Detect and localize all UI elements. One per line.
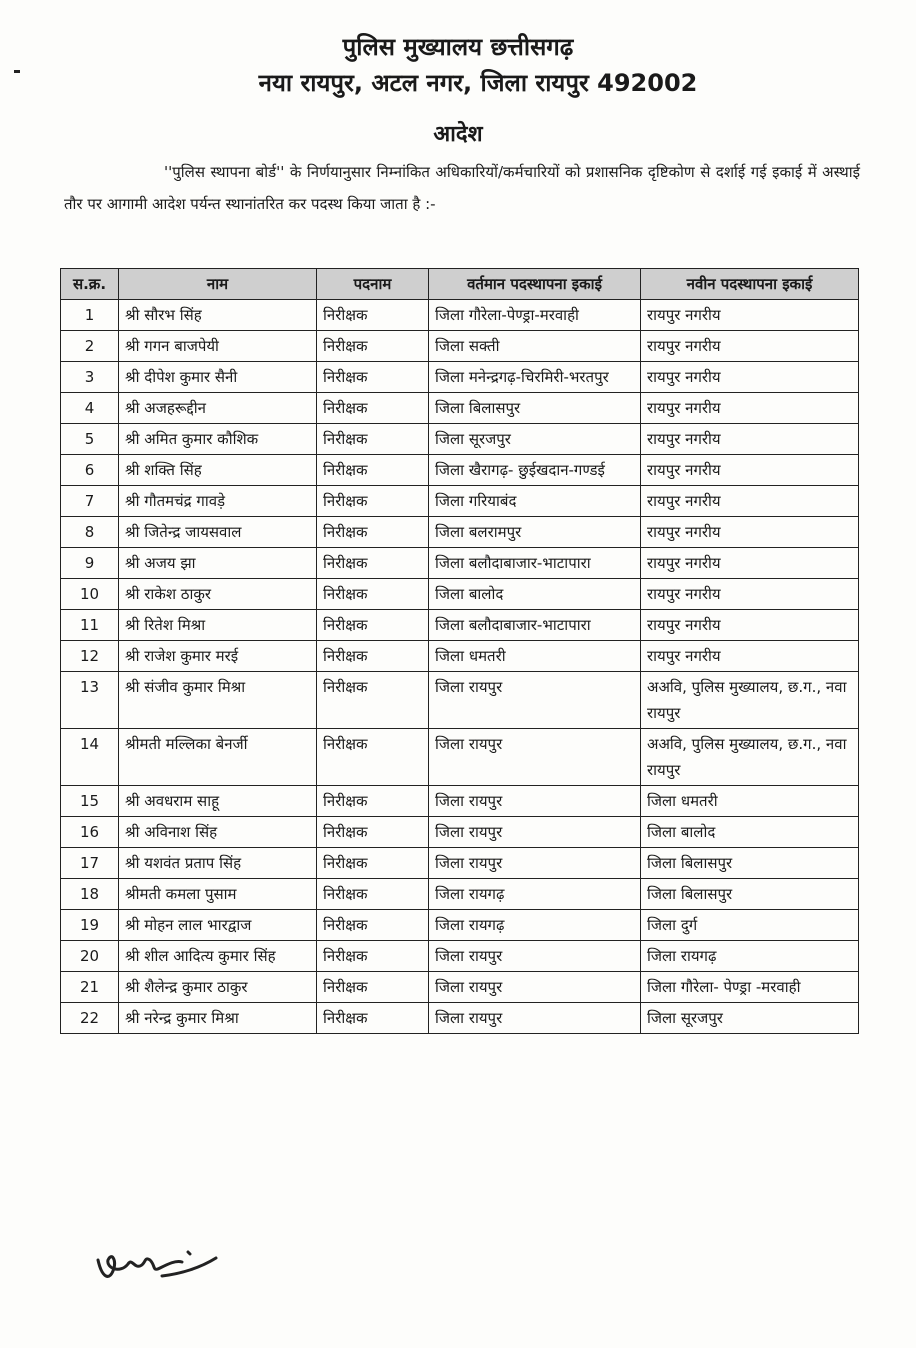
office-name: पुलिस मुख्यालय छत्तीसगढ़ [342, 33, 574, 61]
name-cell: श्री जितेन्द्र जायसवाल [119, 517, 317, 548]
current-unit-cell: जिला रायपुर [429, 941, 641, 972]
new-unit-cell: रायपुर नगरीय [641, 424, 859, 455]
current-unit-cell: जिला बिलासपुर [429, 393, 641, 424]
serial-cell: 21 [61, 972, 119, 1003]
table-row [61, 548, 859, 579]
current-unit-cell: जिला रायपुर [429, 1003, 641, 1034]
serial-cell: 10 [61, 579, 119, 610]
designation-cell: निरीक्षक [317, 424, 429, 455]
name-cell: श्री यशवंत प्रताप सिंह [119, 848, 317, 879]
current-unit-cell: जिला गौरेला-पेण्ड्रा-मरवाही [429, 300, 641, 331]
office-address: नया रायपुर, अटल नगर, जिला रायपुर 492002 [258, 69, 698, 97]
intro-paragraph [64, 156, 860, 220]
new-unit-cell: रायपुर नगरीय [641, 362, 859, 393]
designation-cell: निरीक्षक [317, 972, 429, 1003]
new-unit-cell: जिला बालोद [641, 817, 859, 848]
designation-cell: निरीक्षक [317, 848, 429, 879]
table-row [61, 517, 859, 548]
designation-cell: निरीक्षक [317, 455, 429, 486]
new-unit-cell: रायपुर नगरीय [641, 486, 859, 517]
table-header-row [61, 269, 859, 300]
current-unit-cell: जिला बलौदाबाजार-भाटापारा [429, 548, 641, 579]
designation-cell: निरीक्षक [317, 579, 429, 610]
current-unit-cell: जिला सक्ती [429, 331, 641, 362]
name-cell: श्री शैलेन्द्र कुमार ठाकुर [119, 972, 317, 1003]
name-cell: श्री गगन बाजपेयी [119, 331, 317, 362]
designation-cell: निरीक्षक [317, 610, 429, 641]
new-unit-cell: जिला बिलासपुर [641, 848, 859, 879]
header-designation: पदनाम [317, 269, 429, 300]
serial-cell: 12 [61, 641, 119, 672]
name-cell: श्री राकेश ठाकुर [119, 579, 317, 610]
name-cell: श्री रितेश मिश्रा [119, 610, 317, 641]
current-unit-cell: जिला रायपुर [429, 817, 641, 848]
new-unit-cell: जिला गौरेला- पेण्ड्रा -मरवाही [641, 972, 859, 1003]
current-unit-cell: जिला रायपुर [429, 972, 641, 1003]
table-row [61, 300, 859, 331]
name-cell: श्रीमती मल्लिका बेनर्जी [119, 729, 317, 786]
designation-cell: निरीक्षक [317, 641, 429, 672]
table-row [61, 641, 859, 672]
current-unit-cell: जिला बलरामपुर [429, 517, 641, 548]
current-unit-cell: जिला रायगढ़ [429, 910, 641, 941]
name-cell: श्री सौरभ सिंह [119, 300, 317, 331]
serial-cell: 5 [61, 424, 119, 455]
serial-cell: 14 [61, 729, 119, 786]
serial-cell: 6 [61, 455, 119, 486]
name-cell: श्री अजहरूद्दीन [119, 393, 317, 424]
table-body [61, 300, 859, 1034]
new-unit-cell: रायपुर नगरीय [641, 393, 859, 424]
new-unit-cell: जिला बिलासपुर [641, 879, 859, 910]
designation-cell: निरीक्षक [317, 672, 429, 729]
current-unit-cell: जिला रायपुर [429, 786, 641, 817]
designation-cell: निरीक्षक [317, 729, 429, 786]
name-cell: श्री अजय झा [119, 548, 317, 579]
header-new-unit: नवीन पदस्थापना इकाई [641, 269, 859, 300]
designation-cell: निरीक्षक [317, 362, 429, 393]
new-unit-cell: जिला सूरजपुर [641, 1003, 859, 1034]
table-row [61, 786, 859, 817]
serial-cell: 3 [61, 362, 119, 393]
serial-cell: 15 [61, 786, 119, 817]
header-name: नाम [119, 269, 317, 300]
name-cell: श्री राजेश कुमार मरई [119, 641, 317, 672]
new-unit-cell: रायपुर नगरीय [641, 610, 859, 641]
table-row [61, 672, 859, 729]
designation-cell: निरीक्षक [317, 910, 429, 941]
name-cell: श्री संजीव कुमार मिश्रा [119, 672, 317, 729]
current-unit-cell: जिला रायगढ़ [429, 879, 641, 910]
name-cell: श्री अवधराम साहू [119, 786, 317, 817]
serial-cell: 13 [61, 672, 119, 729]
name-cell: श्री नरेन्द्र कुमार मिश्रा [119, 1003, 317, 1034]
serial-cell: 16 [61, 817, 119, 848]
designation-cell: निरीक्षक [317, 817, 429, 848]
name-cell: श्री अविनाश सिंह [119, 817, 317, 848]
new-unit-cell: रायपुर नगरीय [641, 300, 859, 331]
new-unit-cell: रायपुर नगरीय [641, 455, 859, 486]
serial-cell: 2 [61, 331, 119, 362]
current-unit-cell: जिला सूरजपुर [429, 424, 641, 455]
name-cell: श्री दीपेश कुमार सैनी [119, 362, 317, 393]
designation-cell: निरीक्षक [317, 941, 429, 972]
new-unit-cell: रायपुर नगरीय [641, 517, 859, 548]
new-unit-cell: रायपुर नगरीय [641, 331, 859, 362]
designation-cell: निरीक्षक [317, 879, 429, 910]
name-cell: श्री गौतमचंद्र गावड़े [119, 486, 317, 517]
new-unit-cell: रायपुर नगरीय [641, 548, 859, 579]
serial-cell: 8 [61, 517, 119, 548]
header-current-unit: वर्तमान पदस्थापना इकाई [429, 269, 641, 300]
table-row [61, 331, 859, 362]
new-unit-cell: जिला दुर्ग [641, 910, 859, 941]
current-unit-cell: जिला धमतरी [429, 641, 641, 672]
serial-cell: 9 [61, 548, 119, 579]
designation-cell: निरीक्षक [317, 300, 429, 331]
name-cell: श्रीमती कमला पुसाम [119, 879, 317, 910]
current-unit-cell: जिला बालोद [429, 579, 641, 610]
current-unit-cell: जिला रायपुर [429, 848, 641, 879]
new-unit-cell: अअवि, पुलिस मुख्यालय, छ.ग., नवा रायपुर [641, 729, 859, 786]
current-unit-cell: जिला रायपुर [429, 729, 641, 786]
name-cell: श्री मोहन लाल भारद्वाज [119, 910, 317, 941]
designation-cell: निरीक्षक [317, 517, 429, 548]
table-row [61, 1003, 859, 1034]
current-unit-cell: जिला बलौदाबाजार-भाटापारा [429, 610, 641, 641]
designation-cell: निरीक्षक [317, 331, 429, 362]
signature [90, 1238, 230, 1294]
current-unit-cell: जिला मनेन्द्रगढ़-चिरमिरी-भरतपुर [429, 362, 641, 393]
serial-cell: 18 [61, 879, 119, 910]
table-row [61, 610, 859, 641]
table-row [61, 579, 859, 610]
designation-cell: निरीक्षक [317, 786, 429, 817]
table-row [61, 393, 859, 424]
new-unit-cell: जिला धमतरी [641, 786, 859, 817]
table-row [61, 972, 859, 1003]
serial-cell: 17 [61, 848, 119, 879]
table-row [61, 910, 859, 941]
serial-cell: 1 [61, 300, 119, 331]
transfer-table [60, 268, 859, 1034]
current-unit-cell: जिला खैरागढ़- छुईखदान-गण्डई [429, 455, 641, 486]
name-cell: श्री शील आदित्य कुमार सिंह [119, 941, 317, 972]
intro-text: ''पुलिस स्थापना बोर्ड'' के निर्णयानुसार निम्नांकित अधिकारियों/कर्मचारियों को प्रशासनिक दृष्टिकोण से दर्शाई गई इकाई में अस्थाई तौर पर आगामी आदेश पर्यन्त स्थानांतरित कर पदस्थ किया जाता है :- [64, 163, 860, 213]
serial-cell: 11 [61, 610, 119, 641]
table-row [61, 486, 859, 517]
designation-cell: निरीक्षक [317, 548, 429, 579]
table-row [61, 941, 859, 972]
table-row [61, 817, 859, 848]
serial-cell: 22 [61, 1003, 119, 1034]
table-row [61, 848, 859, 879]
table-row [61, 729, 859, 786]
serial-cell: 7 [61, 486, 119, 517]
table-row [61, 362, 859, 393]
table-row [61, 424, 859, 455]
order-title: आदेश [433, 122, 483, 147]
new-unit-cell: अअवि, पुलिस मुख्यालय, छ.ग., नवा रायपुर [641, 672, 859, 729]
new-unit-cell: रायपुर नगरीय [641, 641, 859, 672]
table-row [61, 879, 859, 910]
designation-cell: निरीक्षक [317, 393, 429, 424]
current-unit-cell: जिला रायपुर [429, 672, 641, 729]
designation-cell: निरीक्षक [317, 486, 429, 517]
designation-cell: निरीक्षक [317, 1003, 429, 1034]
serial-cell: 19 [61, 910, 119, 941]
name-cell: श्री शक्ति सिंह [119, 455, 317, 486]
header-serial: स.क्र. [61, 269, 119, 300]
serial-cell: 20 [61, 941, 119, 972]
new-unit-cell: रायपुर नगरीय [641, 579, 859, 610]
name-cell: श्री अमित कुमार कौशिक [119, 424, 317, 455]
serial-cell: 4 [61, 393, 119, 424]
table-row [61, 455, 859, 486]
current-unit-cell: जिला गरियाबंद [429, 486, 641, 517]
new-unit-cell: जिला रायगढ़ [641, 941, 859, 972]
